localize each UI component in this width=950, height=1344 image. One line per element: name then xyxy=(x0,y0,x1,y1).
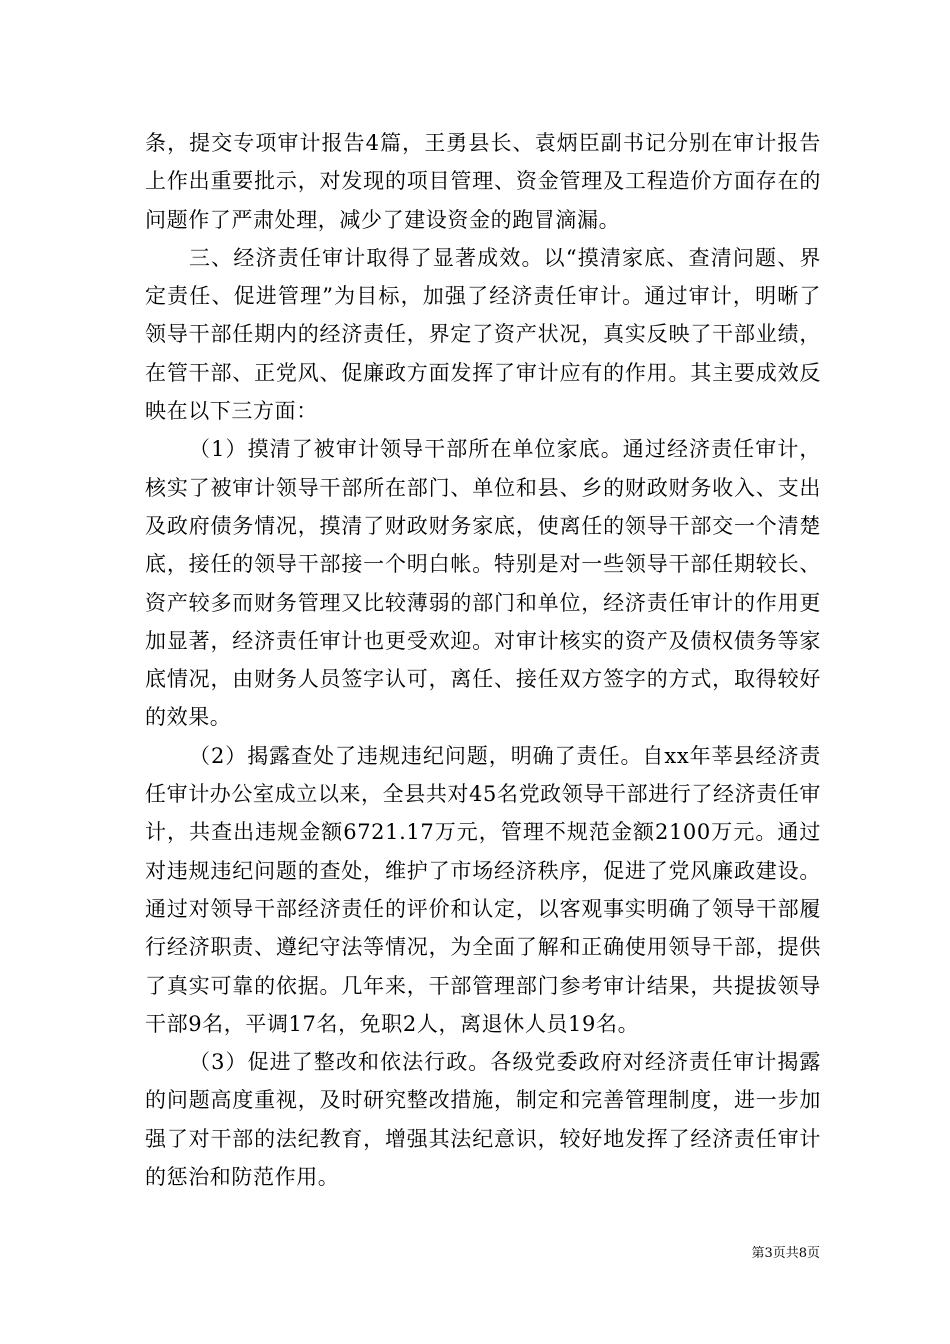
document-body xyxy=(145,124,821,1196)
paragraph-item-1: （1）摸清了被审计领导干部所在单位家底。通过经济责任审计，核实了被审计领导干部所在部门、单位和县、乡的财政财务收入、支出及政府债务情况，摸清了财政财务家底，使离任的领导干部交一个清楚底，接任的领导干部接一个明白帐。特别是对一些领导干部任期较长、资产较多而财务管理又比较薄弱的部门和单位，经济责任审计的作用更加显著，经济责任审计也更受欢迎。对审计核实的资产及债权债务等家底情况，由财务人员签字认可，离任、接任双方签字的方式，取得较好的效果。 xyxy=(145,437,821,730)
paragraph-section-three: 三、经济责任审计取得了显著成效。以“摸清家底、查清问题、界定责任、促进管理”为目标，加强了经济责任审计。通过审计，明晰了领导干部任期内的经济责任，界定了资产状况，真实反映了干部业绩，在管干部、正党风、促廉政方面发挥了审计应有的作用。其主要成效反映在以下三方面： xyxy=(145,245,821,424)
paragraph-item-2: （2）揭露查处了违规违纪问题，明确了责任。自xx年莘县经济责任审计办公室成立以来，全县共对45名党政领导干部进行了经济责任审计，共查出违规金额6721.17万元，管理不规范金额2100万元。通过对违规违纪问题的查处，维护了市场经济秩序，促进了党风廉政建设。通过对领导干部经济责任的评价和认定，以客观事实明确了领导干部履行经济职责、遵纪守法等情况，为全面了解和正确使用领导干部，提供了真实可靠的依据。几年来，干部管理部门参考审计结果，共提拔领导干部9名，平调17名，免职2人，离退休人员19名。 xyxy=(145,743,821,1036)
paragraph-continuation: 条，提交专项审计报告4篇，王勇县长、袁炳臣副书记分别在审计报告上作出重要批示，对发现的项目管理、资金管理及工程造价方面存在的问题作了严肃处理，减少了建设资金的跑冒滴漏。 xyxy=(145,131,821,232)
paragraph-item-3: （3）促进了整改和依法行政。各级党委政府对经济责任审计揭露的问题高度重视，及时研究整改措施，制定和完善管理制度，进一步加强了对干部的法纪教育，增强其法纪意识，较好地发挥了经济责任审计的惩治和防范作用。 xyxy=(145,1050,821,1190)
page-number-footer: 第3页共8页 xyxy=(751,1246,820,1261)
